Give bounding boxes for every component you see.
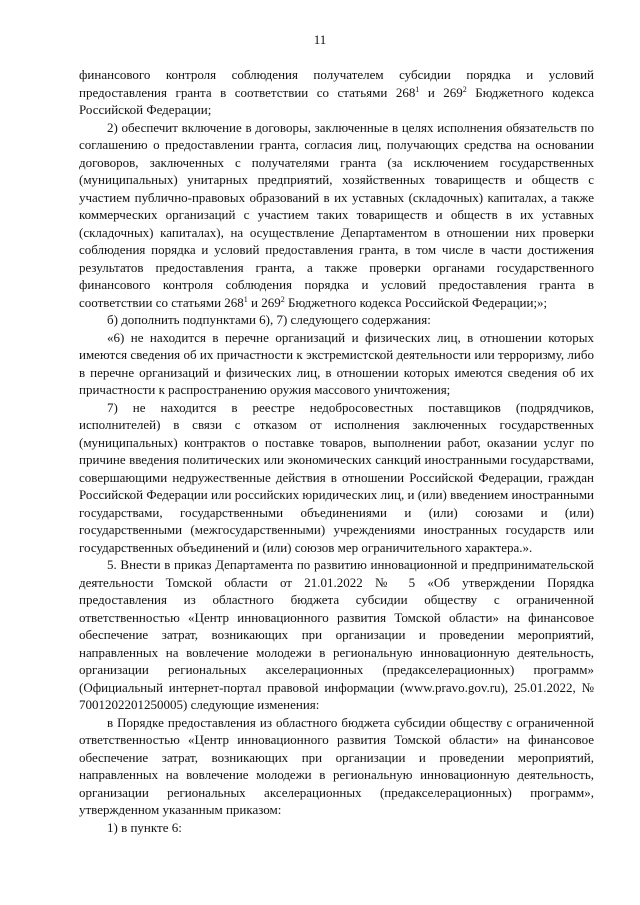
text-fragment: и 269 bbox=[247, 294, 281, 310]
text-fragment: и 269 bbox=[419, 84, 463, 100]
paragraph-procedure: в Порядке предоставления из областного бюджета субсидии обществу с ограниченной ответственностью «Центр инновационного развития Томской области» на финансовое обеспечение затрат, возникающих при организации и проведении мероприятий, направленных на вовлечение молодежи в региональную инновационную деятельность, организации региональных акселерационных (предакселерационных) программ», утвержденном указанным приказом: bbox=[79, 714, 594, 817]
paragraph-item-5: 5. Внести в приказ Департамента по развитию инновационной и предпринимательской деятельности Томской области от 21.01.2022 № 5 «Об утверждении Порядка предоставления из областного бюджета субсидии обществу с ограниченной ответственностью «Центр инновационного развития Томской области» на финансовое обеспечение затрат, возникающих при организации и проведении мероприятий, направленных на вовлечение молодежи в региональную инновационную деятельность, организации региональных акселерационных (предакселерационных) программ» (Официальный интернет-портал правовой информации (www.pravo.gov.ru), 25.01.2022, № 7001202201250005) следующие изменения: bbox=[79, 557, 594, 712]
paragraph-item-6: «6) не находится в перечне организаций и физических лиц, в отношении которых имеются сведения об их причастности к экстремистской деятельности или терроризму, либо в перечне организаций и физических лиц, в отношении которых имеются сведения об их причастности к распространению оружия массового уничтожения; bbox=[79, 329, 594, 397]
text-fragment: Бюджетного кодекса Российской Федерации;»; bbox=[284, 294, 548, 310]
superscript: 2 bbox=[462, 84, 467, 94]
superscript: 1 bbox=[415, 84, 420, 94]
superscript: 2 bbox=[280, 294, 285, 304]
superscript: 1 bbox=[243, 294, 248, 304]
text-fragment: 2) обеспечит включение в договоры, заключенные в целях исполнения обязательств по соглашению о предоставлении гранта, согласия лиц, получающих средства на основании договоров, заключенных с получателями гранта (за исключением государственных (муниципальных) унитарных предприятий, хозяйственных товариществ и обществ с участием публично-правовых образований в их уставных (складочных) капиталах, а также коммерческих организаций с участием таких товариществ и обществ в их уставных (складочных) капиталах), на осуществление Департаментом в отношении них проверки соблюдения порядка и условий предоставления гранта, в том числе в части достижения результатов предоставления гранта, а также проверки органами государственного финансового контроля соблюдения порядка и условий предоставления гранта в соответствии со статьями 268 bbox=[79, 119, 594, 310]
paragraph-item-b: б) дополнить подпунктами 6), 7) следующего содержания: bbox=[107, 312, 431, 327]
paragraph-item-2 bbox=[79, 119, 594, 312]
paragraph-item-7: 7) не находится в реестре недобросовестных поставщиков (подрядчиков, исполнителей) в связи с отказом от исполнения заключенных государственных (муниципальных) контрактов о поставке товаров, выполнении работ, оказании услуг по причине введения политических или экономических санкций иностранными государствами, совершающими недружественные действия в отношении Российской Федерации, граждан Российской Федерации или российских юридических лиц, и (или) введением иностранными государствами, государственными объединениями и (или) союзами и (или) государственными (межгосударственными) учреждениями иностранных государств или государственных объединений и (или) союзов мер ограничительного характера.». bbox=[79, 399, 594, 555]
text-fragment: Бюджетного кодекса Российской Федерации; bbox=[79, 84, 594, 117]
paragraph-item-1: 1) в пункте 6: bbox=[107, 819, 182, 835]
document-body bbox=[79, 66, 594, 836]
paragraph-financial-control bbox=[79, 66, 594, 119]
page-number: 11 bbox=[313, 32, 327, 47]
text-fragment: финансового контроля соблюдения получателем субсидии порядка и условий предоставления гранта в соответствии со статьями 268 bbox=[79, 67, 594, 100]
